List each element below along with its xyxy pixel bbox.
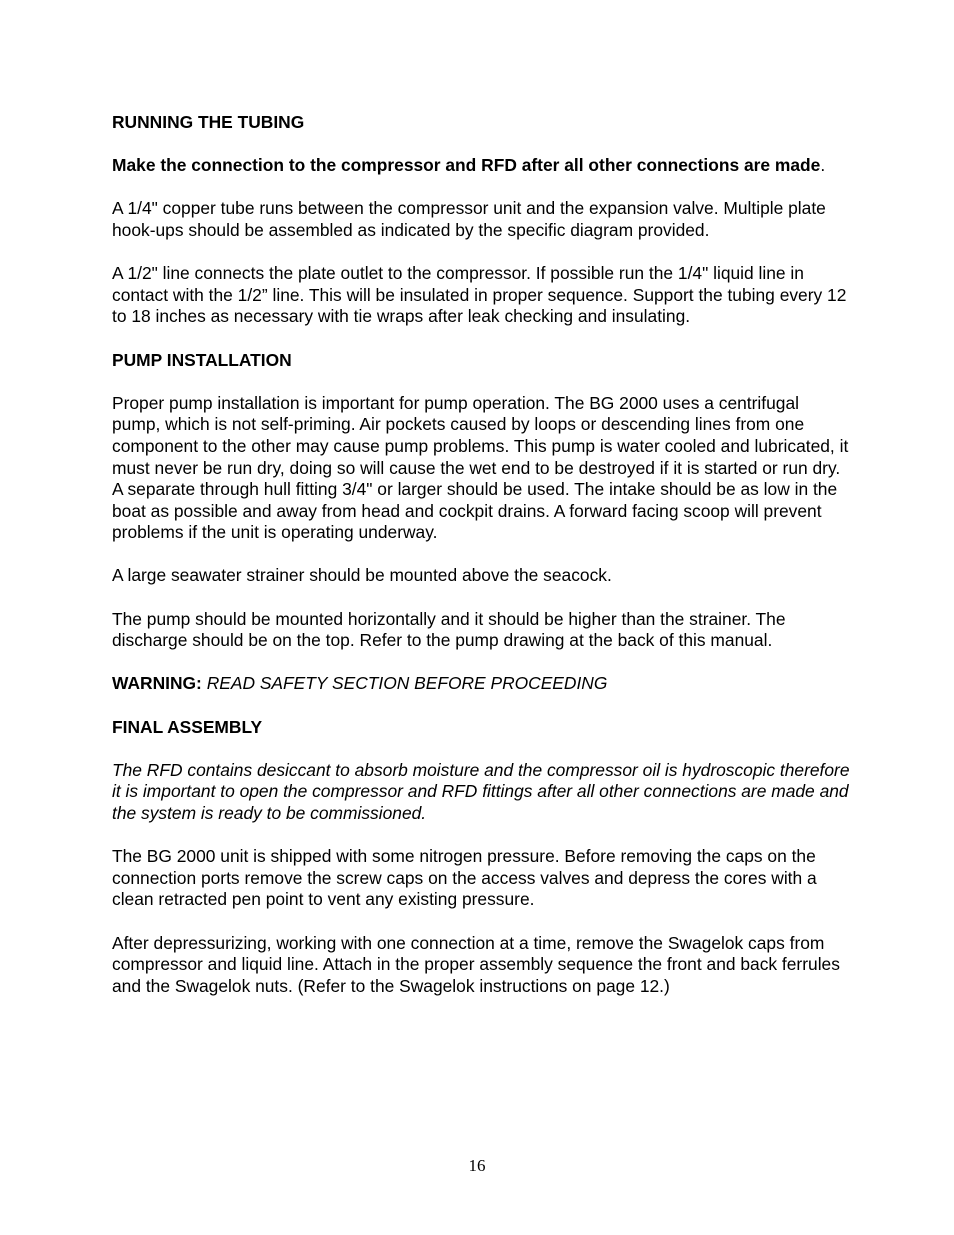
warning-line xyxy=(112,673,852,695)
tubing-paragraph-2: A 1/2" line connects the plate outlet to the compressor. If possible run the 1/4" liquid line in contact with the 1/2” line. This will be insulated in proper sequence. Support the tubing every 12 to 18 inches as necessary with tie wraps after leak checking and insulating. xyxy=(112,263,847,327)
final-assembly-italic-note: The RFD contains desiccant to absorb moisture and the compressor oil is hydroscopic therefore it is important to open the compressor and RFD fittings after all other connections are made and the system is ready to be commissioned. xyxy=(112,759,850,823)
document-body xyxy=(112,112,852,1019)
section-heading-running-tubing: RUNNING THE TUBING xyxy=(112,112,305,132)
connection-note xyxy=(112,155,852,177)
tubing-paragraph-1: A 1/4" copper tube runs between the compressor unit and the expansion valve. Multiple plate hook-ups should be assembled as indicated by the specific diagram provided. xyxy=(112,198,826,240)
pump-paragraph-1: Proper pump installation is important for pump operation. The BG 2000 uses a centrifugal pump, which is not self-priming. Air pockets caused by loops or descending lines from one component to the other may cause pump problems. This pump is water cooled and lubricated, it must never be run dry, doing so will cause the wet end to be destroyed if it is started or run dry. A separate through hull fitting 3/4" or larger should be used. The intake should be as low in the boat as possible and away from head and cockpit drains. A forward facing scoop will prevent problems if the unit is operating underway. xyxy=(112,392,849,543)
section-heading-pump-installation: PUMP INSTALLATION xyxy=(112,349,292,370)
connection-note-tail: . xyxy=(820,155,826,176)
page-number: 16 xyxy=(468,1156,486,1175)
section-heading-final-assembly: FINAL ASSEMBLY xyxy=(112,716,263,737)
final-assembly-paragraph-1: The BG 2000 unit is shipped with some nitrogen pressure. Before removing the caps on the connection ports remove the screw caps on the access valves and depress the cores with a clean retracted pen point to vent any existing pressure. xyxy=(112,846,817,910)
connection-note-bold: Make the connection to the compressor and RFD after all other connections are made xyxy=(112,155,821,176)
warning-label: WARNING: xyxy=(112,673,202,694)
pump-paragraph-3: The pump should be mounted horizontally and it should be higher than the strainer. The discharge should be on the top. Refer to the pump drawing at the back of this manual. xyxy=(112,608,786,651)
pump-paragraph-2: A large seawater strainer should be mounted above the seacock. xyxy=(112,565,612,586)
final-assembly-paragraph-2: After depressurizing, working with one connection at a time, remove the Swagelok caps from compressor and liquid line. Attach in the proper assembly sequence the front and back ferrules and the Swagelok nuts. (Refer to the Swagelok instructions on page 12.) xyxy=(112,932,840,996)
warning-text: READ SAFETY SECTION BEFORE PROCEEDING xyxy=(206,673,608,694)
